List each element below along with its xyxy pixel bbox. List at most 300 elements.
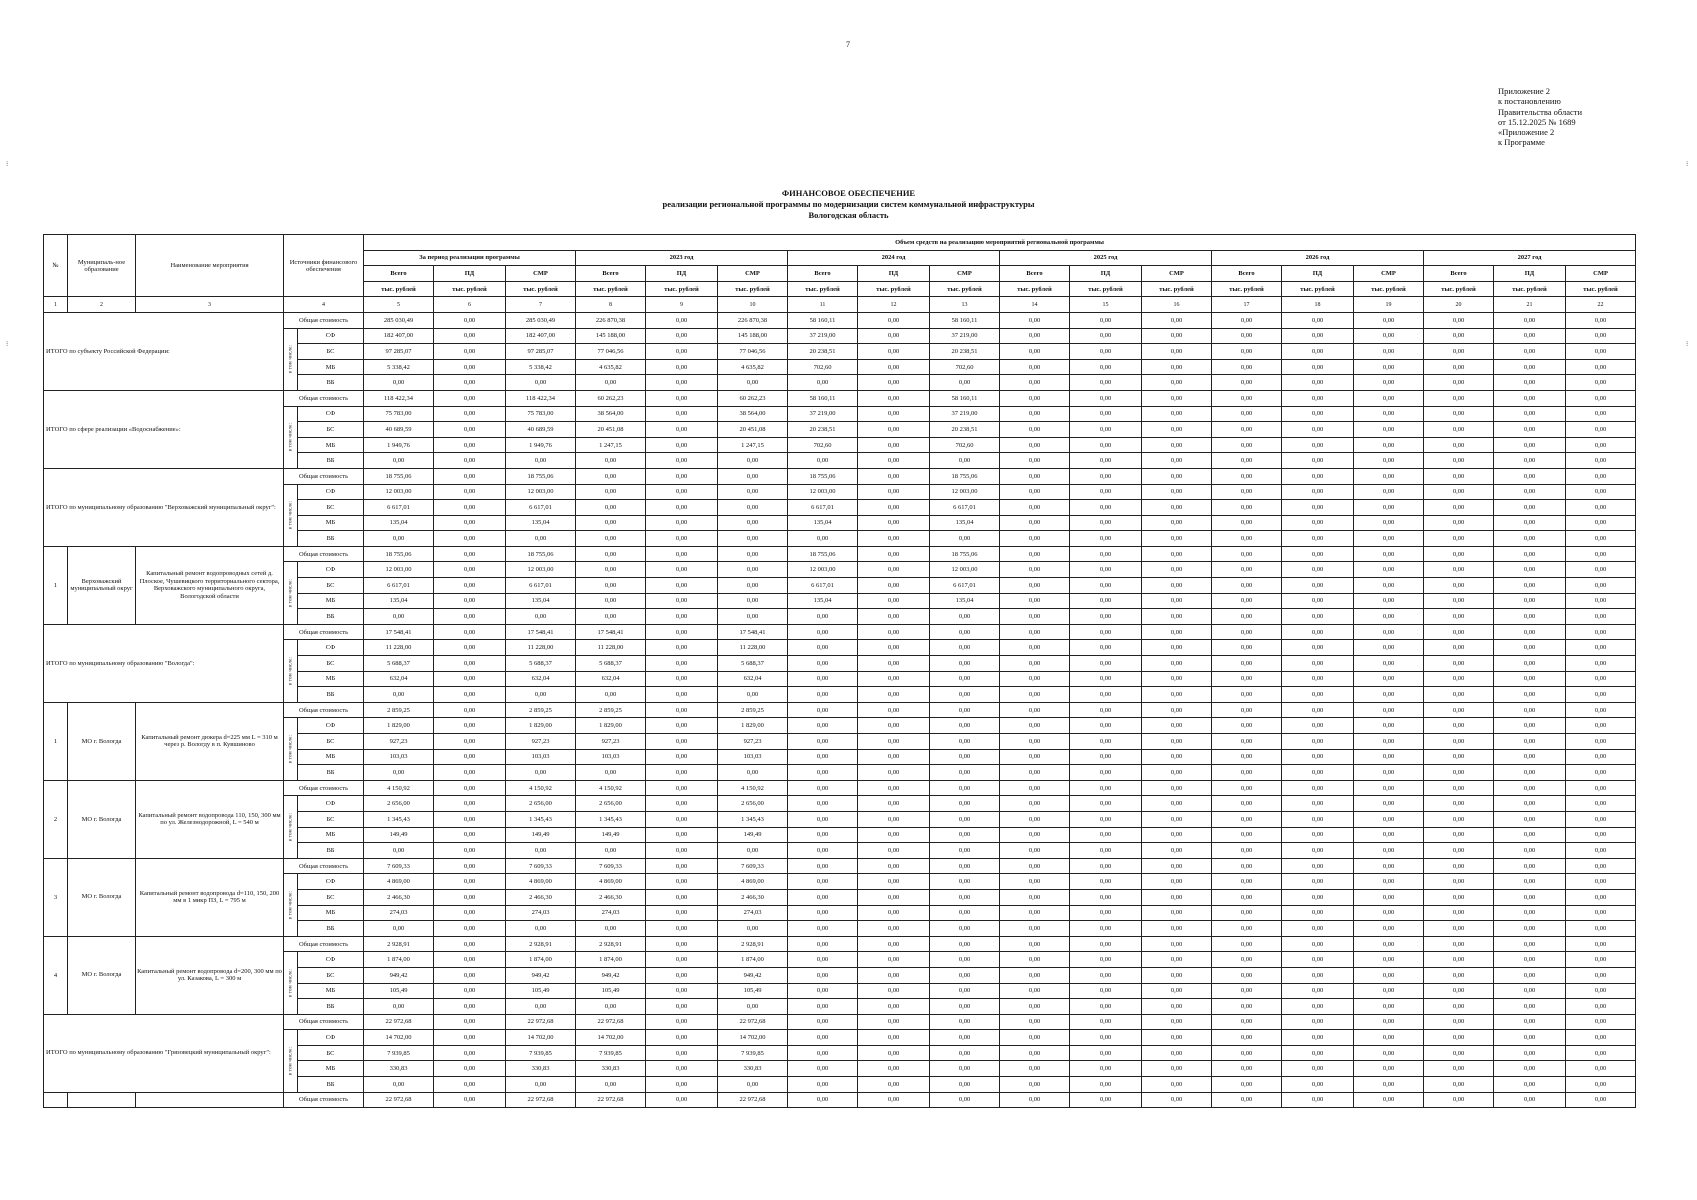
amount-cell: 0,00	[1282, 344, 1354, 360]
amount-cell: 20 238,51	[930, 344, 1000, 360]
amount-cell: 0,00	[1212, 874, 1282, 890]
amount-cell: 0,00	[1494, 422, 1566, 438]
amount-cell: 0,00	[1000, 765, 1070, 781]
amount-cell: 0,00	[1212, 687, 1282, 703]
amount-cell: 2 656,00	[576, 796, 646, 812]
amount-cell: 0,00	[1000, 422, 1070, 438]
amount-cell: 0,00	[434, 437, 506, 453]
amount-cell: 0,00	[1282, 780, 1354, 796]
amount-cell: 0,00	[1282, 1045, 1354, 1061]
amount-cell: 0,00	[1566, 531, 1636, 547]
amount-cell: 0,00	[1000, 624, 1070, 640]
amount-cell: 0,00	[1142, 1014, 1212, 1030]
amount-cell: 0,00	[788, 936, 858, 952]
amount-cell: 0,00	[1212, 749, 1282, 765]
amount-cell: 0,00	[1494, 765, 1566, 781]
amount-cell: 0,00	[1494, 1061, 1566, 1077]
amount-cell: 0,00	[1494, 718, 1566, 734]
amount-cell: 0,00	[1494, 515, 1566, 531]
header-unit: тыс. рублей	[576, 281, 646, 297]
amount-cell: 0,00	[1354, 312, 1424, 328]
amount-cell: 0,00	[434, 359, 506, 375]
amount-cell: 0,00	[1354, 1092, 1424, 1108]
amount-cell: 4 869,00	[718, 874, 788, 890]
amount-cell: 0,00	[1354, 609, 1424, 625]
amount-cell: 0,00	[1000, 468, 1070, 484]
amount-cell: 0,00	[1566, 1092, 1636, 1108]
amount-cell: 0,00	[1070, 1030, 1142, 1046]
amount-cell: 17 548,41	[506, 624, 576, 640]
amount-cell: 0,00	[1212, 484, 1282, 500]
amount-cell: 0,00	[434, 827, 506, 843]
margin-mark: ⁝	[6, 160, 9, 168]
header-index-cell: 8	[576, 297, 646, 313]
amount-cell: 0,00	[434, 406, 506, 422]
amount-cell: 0,00	[788, 375, 858, 391]
header-unit: тыс. рублей	[1354, 281, 1424, 297]
amount-cell: 0,00	[1494, 609, 1566, 625]
amount-cell: 12 003,00	[930, 484, 1000, 500]
amount-cell: 20 238,51	[788, 344, 858, 360]
amount-cell: 0,00	[930, 687, 1000, 703]
amount-cell: 0,00	[646, 983, 718, 999]
amount-cell: 0,00	[1000, 406, 1070, 422]
amount-cell: 0,00	[1494, 375, 1566, 391]
source-label: ВБ	[298, 765, 364, 781]
header-subcol: ПД	[646, 266, 718, 282]
amount-cell: 6 617,01	[364, 578, 434, 594]
amount-cell: 0,00	[1000, 562, 1070, 578]
amount-cell: 0,00	[1566, 609, 1636, 625]
amount-cell: 0,00	[434, 983, 506, 999]
amount-cell: 0,00	[646, 905, 718, 921]
amount-cell: 0,00	[1070, 765, 1142, 781]
amount-cell: 0,00	[1000, 390, 1070, 406]
amount-cell: 0,00	[434, 952, 506, 968]
amount-cell: 0,00	[646, 1061, 718, 1077]
amount-cell: 0,00	[1566, 422, 1636, 438]
amount-cell: 0,00	[434, 718, 506, 734]
amount-cell: 58 160,11	[930, 312, 1000, 328]
amount-cell: 14 702,00	[364, 1030, 434, 1046]
amount-cell: 0,00	[858, 967, 930, 983]
amount-cell: 0,00	[1494, 811, 1566, 827]
amount-cell: 0,00	[1282, 593, 1354, 609]
amount-cell: 0,00	[930, 453, 1000, 469]
header-index-cell: 10	[718, 297, 788, 313]
amount-cell: 0,00	[434, 344, 506, 360]
amount-cell: 0,00	[1070, 437, 1142, 453]
amount-cell: 0,00	[1212, 1061, 1282, 1077]
amount-cell: 0,00	[1000, 921, 1070, 937]
header-unit: тыс. рублей	[506, 281, 576, 297]
amount-cell: 0,00	[858, 749, 930, 765]
amount-cell: 0,00	[646, 780, 718, 796]
amount-cell: 0,00	[1424, 827, 1494, 843]
amount-cell: 0,00	[1566, 562, 1636, 578]
source-label: МБ	[298, 515, 364, 531]
amount-cell: 0,00	[1212, 765, 1282, 781]
amount-cell: 0,00	[1070, 827, 1142, 843]
amount-cell: 0,00	[718, 500, 788, 516]
amount-cell: 0,00	[1142, 453, 1212, 469]
amount-cell: 0,00	[1282, 936, 1354, 952]
amount-cell: 0,00	[1494, 889, 1566, 905]
amount-cell: 20 238,51	[930, 422, 1000, 438]
amount-cell: 0,00	[1494, 562, 1566, 578]
amount-cell: 22 972,68	[576, 1014, 646, 1030]
amount-cell: 0,00	[858, 640, 930, 656]
amount-cell: 0,00	[1566, 1014, 1636, 1030]
amount-cell: 0,00	[1212, 811, 1282, 827]
amount-cell: 0,00	[1000, 936, 1070, 952]
header-subcol: Всего	[788, 266, 858, 282]
amount-cell: 0,00	[1070, 562, 1142, 578]
amount-cell: 0,00	[434, 734, 506, 750]
amount-cell: 0,00	[1142, 624, 1212, 640]
header-index-cell: 1	[44, 297, 68, 313]
amount-cell: 0,00	[1282, 843, 1354, 859]
header-period: 2027 год	[1424, 250, 1636, 266]
amount-cell: 0,00	[646, 640, 718, 656]
amount-cell: 0,00	[1566, 671, 1636, 687]
amount-cell: 0,00	[576, 468, 646, 484]
amount-cell: 0,00	[1566, 375, 1636, 391]
amount-cell: 0,00	[576, 1077, 646, 1093]
amount-cell: 0,00	[1282, 484, 1354, 500]
amount-cell: 37 219,00	[788, 328, 858, 344]
amount-cell: 0,00	[1142, 874, 1212, 890]
amount-cell: 0,00	[1212, 375, 1282, 391]
amount-cell: 0,00	[1000, 437, 1070, 453]
header-index-cell: 2	[68, 297, 136, 313]
amount-cell: 0,00	[1354, 811, 1424, 827]
amount-cell: 0,00	[506, 531, 576, 547]
amount-cell: 2 466,30	[364, 889, 434, 905]
amount-cell: 0,00	[576, 500, 646, 516]
amount-cell: 0,00	[930, 765, 1000, 781]
amount-cell: 0,00	[646, 531, 718, 547]
amount-cell: 0,00	[1000, 640, 1070, 656]
amount-cell: 0,00	[858, 375, 930, 391]
amount-cell: 0,00	[1142, 687, 1212, 703]
header-index-row	[44, 297, 1636, 313]
amount-cell: 1 829,00	[364, 718, 434, 734]
empty-cell	[44, 1092, 68, 1108]
amount-cell: 0,00	[788, 874, 858, 890]
amount-cell: 0,00	[1142, 780, 1212, 796]
amount-cell: 7 939,85	[364, 1045, 434, 1061]
amount-cell: 0,00	[858, 312, 930, 328]
amount-cell: 1 829,00	[576, 718, 646, 734]
amount-cell: 0,00	[1070, 780, 1142, 796]
amount-cell: 0,00	[1070, 531, 1142, 547]
amount-cell: 0,00	[788, 843, 858, 859]
amount-cell: 0,00	[718, 562, 788, 578]
amount-cell: 0,00	[1494, 858, 1566, 874]
source-label: БС	[298, 1045, 364, 1061]
amount-cell: 5 688,37	[576, 656, 646, 672]
source-label: ВБ	[298, 921, 364, 937]
amount-cell: 0,00	[1000, 983, 1070, 999]
amount-cell: 0,00	[1566, 702, 1636, 718]
header-unit: тыс. рублей	[1000, 281, 1070, 297]
amount-cell: 0,00	[576, 843, 646, 859]
amount-cell: 0,00	[1000, 858, 1070, 874]
item-number: 2	[44, 780, 68, 858]
amount-cell: 0,00	[1424, 578, 1494, 594]
amount-cell: 37 219,00	[930, 328, 1000, 344]
amount-cell: 0,00	[646, 734, 718, 750]
margin-mark: ⁝	[1686, 340, 1689, 348]
amount-cell: 0,00	[1142, 889, 1212, 905]
source-label: ВБ	[298, 1077, 364, 1093]
amount-cell: 103,03	[364, 749, 434, 765]
amount-cell: 0,00	[1282, 952, 1354, 968]
amount-cell: 0,00	[646, 718, 718, 734]
amount-cell: 0,00	[858, 811, 930, 827]
amount-cell: 0,00	[718, 578, 788, 594]
amount-cell: 0,00	[1494, 796, 1566, 812]
empty-cell	[136, 1092, 284, 1108]
amount-cell: 0,00	[1354, 468, 1424, 484]
amount-cell: 6 617,01	[788, 578, 858, 594]
amount-cell: 0,00	[1070, 843, 1142, 859]
amount-cell: 0,00	[788, 1014, 858, 1030]
source-label: МБ	[298, 983, 364, 999]
header-period: За период реализации программы	[364, 250, 576, 266]
amount-cell: 274,03	[718, 905, 788, 921]
amount-cell: 0,00	[364, 1077, 434, 1093]
source-label: БС	[298, 500, 364, 516]
amount-cell: 0,00	[1494, 999, 1566, 1015]
amount-cell: 38 564,00	[718, 406, 788, 422]
amount-cell: 0,00	[1424, 344, 1494, 360]
amount-cell: 0,00	[576, 578, 646, 594]
amount-cell: 18 755,06	[364, 468, 434, 484]
amount-cell: 0,00	[1212, 921, 1282, 937]
amount-cell: 0,00	[1494, 656, 1566, 672]
amount-cell: 0,00	[1282, 671, 1354, 687]
amount-cell: 0,00	[1354, 515, 1424, 531]
amount-cell: 0,00	[1424, 734, 1494, 750]
amount-cell: 0,00	[1494, 1045, 1566, 1061]
amount-cell: 0,00	[718, 999, 788, 1015]
amount-cell: 7 609,33	[718, 858, 788, 874]
amount-cell: 0,00	[930, 796, 1000, 812]
table-row	[44, 390, 1636, 406]
amount-cell: 0,00	[576, 515, 646, 531]
amount-cell: 0,00	[718, 515, 788, 531]
amount-cell: 20 238,51	[788, 422, 858, 438]
amount-cell: 0,00	[1212, 624, 1282, 640]
amount-cell: 5 688,37	[506, 656, 576, 672]
source-total-label: Общая стоимость	[284, 936, 364, 952]
amount-cell: 0,00	[1282, 827, 1354, 843]
amount-cell: 0,00	[1282, 1030, 1354, 1046]
amount-cell: 0,00	[646, 406, 718, 422]
header-municipality: Муниципаль-ное образование	[68, 235, 136, 297]
amount-cell: 0,00	[1070, 656, 1142, 672]
amount-cell: 0,00	[788, 671, 858, 687]
amount-cell: 0,00	[1494, 874, 1566, 890]
header-index-cell: 3	[136, 297, 284, 313]
header-unit: тыс. рублей	[930, 281, 1000, 297]
amount-cell: 0,00	[646, 749, 718, 765]
amount-cell: 0,00	[1142, 921, 1212, 937]
amount-cell: 0,00	[858, 1077, 930, 1093]
amount-cell: 0,00	[1212, 936, 1282, 952]
amount-cell: 0,00	[858, 1061, 930, 1077]
amount-cell: 0,00	[1354, 578, 1424, 594]
amount-cell: 0,00	[930, 936, 1000, 952]
amount-cell: 0,00	[1000, 515, 1070, 531]
amount-cell: 0,00	[1070, 609, 1142, 625]
amount-cell: 0,00	[858, 344, 930, 360]
amount-cell: 0,00	[1354, 328, 1424, 344]
amount-cell: 11 228,00	[364, 640, 434, 656]
amount-cell: 0,00	[364, 531, 434, 547]
amount-cell: 0,00	[1142, 312, 1212, 328]
in-that-label: в том числе:	[284, 406, 298, 468]
amount-cell: 0,00	[788, 1092, 858, 1108]
amount-cell: 0,00	[1566, 468, 1636, 484]
header-subcol: ПД	[434, 266, 506, 282]
amount-cell: 0,00	[1494, 484, 1566, 500]
amount-cell: 2 859,25	[364, 702, 434, 718]
amount-cell: 6 617,01	[788, 500, 858, 516]
header-subcol: СМР	[1142, 266, 1212, 282]
amount-cell: 7 939,85	[506, 1045, 576, 1061]
amount-cell: 20 451,08	[576, 422, 646, 438]
amount-cell: 0,00	[930, 718, 1000, 734]
amount-cell: 0,00	[1000, 827, 1070, 843]
amount-cell: 0,00	[1000, 593, 1070, 609]
amount-cell: 0,00	[646, 422, 718, 438]
table-row	[44, 624, 1636, 640]
amount-cell: 0,00	[1070, 1045, 1142, 1061]
amount-cell: 0,00	[1070, 640, 1142, 656]
amount-cell: 0,00	[1494, 671, 1566, 687]
amount-cell: 0,00	[1212, 827, 1282, 843]
amount-cell: 0,00	[1000, 889, 1070, 905]
amount-cell: 0,00	[1424, 406, 1494, 422]
amount-cell: 0,00	[858, 983, 930, 999]
amount-cell: 75 783,00	[364, 406, 434, 422]
amount-cell: 0,00	[930, 375, 1000, 391]
amount-cell: 226 870,38	[718, 312, 788, 328]
amount-cell: 0,00	[434, 921, 506, 937]
amount-cell: 105,49	[718, 983, 788, 999]
source-total-label: Общая стоимость	[284, 780, 364, 796]
amount-cell: 0,00	[930, 1077, 1000, 1093]
amount-cell: 0,00	[930, 780, 1000, 796]
amount-cell: 0,00	[1282, 765, 1354, 781]
amount-cell: 0,00	[646, 858, 718, 874]
amount-cell: 0,00	[1354, 624, 1424, 640]
header-unit: тыс. рублей	[1566, 281, 1636, 297]
item-number: 1	[44, 702, 68, 780]
amount-cell: 0,00	[1000, 749, 1070, 765]
amount-cell: 2 656,00	[718, 796, 788, 812]
amount-cell: 0,00	[434, 593, 506, 609]
amount-cell: 0,00	[434, 905, 506, 921]
amount-cell: 0,00	[718, 531, 788, 547]
amount-cell: 0,00	[646, 312, 718, 328]
amount-cell: 0,00	[718, 921, 788, 937]
header-unit: тыс. рублей	[434, 281, 506, 297]
amount-cell: 97 285,07	[506, 344, 576, 360]
amount-cell: 0,00	[1282, 905, 1354, 921]
amount-cell: 0,00	[1282, 531, 1354, 547]
amount-cell: 0,00	[930, 858, 1000, 874]
item-municipality: МО г. Вологда	[68, 858, 136, 936]
amount-cell: 0,00	[1354, 671, 1424, 687]
amount-cell: 0,00	[1212, 609, 1282, 625]
source-total-label: Общая стоимость	[284, 1092, 364, 1108]
amount-cell: 0,00	[434, 390, 506, 406]
amount-cell: 6 617,01	[506, 578, 576, 594]
amount-cell: 38 564,00	[576, 406, 646, 422]
amount-cell: 1 247,15	[576, 437, 646, 453]
amount-cell: 11 228,00	[576, 640, 646, 656]
amount-cell: 0,00	[434, 578, 506, 594]
amount-cell: 0,00	[1566, 780, 1636, 796]
amount-cell: 0,00	[1070, 952, 1142, 968]
table-row	[44, 780, 1636, 796]
amount-cell: 18 755,06	[506, 468, 576, 484]
source-label: СФ	[298, 1030, 364, 1046]
amount-cell: 0,00	[858, 827, 930, 843]
amount-cell: 0,00	[646, 936, 718, 952]
amount-cell: 0,00	[364, 765, 434, 781]
amount-cell: 0,00	[646, 796, 718, 812]
amount-cell: 0,00	[1070, 905, 1142, 921]
amount-cell: 4 150,92	[364, 780, 434, 796]
amount-cell: 0,00	[646, 999, 718, 1015]
amount-cell: 0,00	[788, 1045, 858, 1061]
amount-cell: 0,00	[1566, 1030, 1636, 1046]
summary-label: ИТОГО по муниципальному образованию "Вологда":	[44, 624, 284, 702]
header-index-cell: 9	[646, 297, 718, 313]
amount-cell: 18 755,06	[930, 546, 1000, 562]
amount-cell: 0,00	[1142, 640, 1212, 656]
amount-cell: 0,00	[1282, 422, 1354, 438]
amount-cell: 0,00	[858, 500, 930, 516]
amount-cell: 0,00	[1566, 1045, 1636, 1061]
amount-cell: 0,00	[788, 827, 858, 843]
table-row	[44, 702, 1636, 718]
amount-cell: 12 003,00	[364, 562, 434, 578]
amount-cell: 135,04	[788, 515, 858, 531]
amount-cell: 0,00	[1424, 624, 1494, 640]
amount-cell: 0,00	[788, 967, 858, 983]
amount-cell: 0,00	[1494, 359, 1566, 375]
amount-cell: 0,00	[434, 422, 506, 438]
header-unit: тыс. рублей	[1424, 281, 1494, 297]
amount-cell: 0,00	[1212, 437, 1282, 453]
amount-cell: 0,00	[788, 718, 858, 734]
amount-cell: 0,00	[858, 718, 930, 734]
title-line-1: ФИНАНСОВОЕ ОБЕСПЕЧЕНИЕ	[781, 188, 916, 198]
item-municipality: Верховажский муниципальный округ	[68, 546, 136, 624]
source-label: СФ	[298, 718, 364, 734]
amount-cell: 0,00	[930, 734, 1000, 750]
amount-cell: 0,00	[1424, 671, 1494, 687]
amount-cell: 0,00	[1070, 1014, 1142, 1030]
amount-cell: 58 160,11	[788, 390, 858, 406]
amount-cell: 0,00	[1000, 609, 1070, 625]
